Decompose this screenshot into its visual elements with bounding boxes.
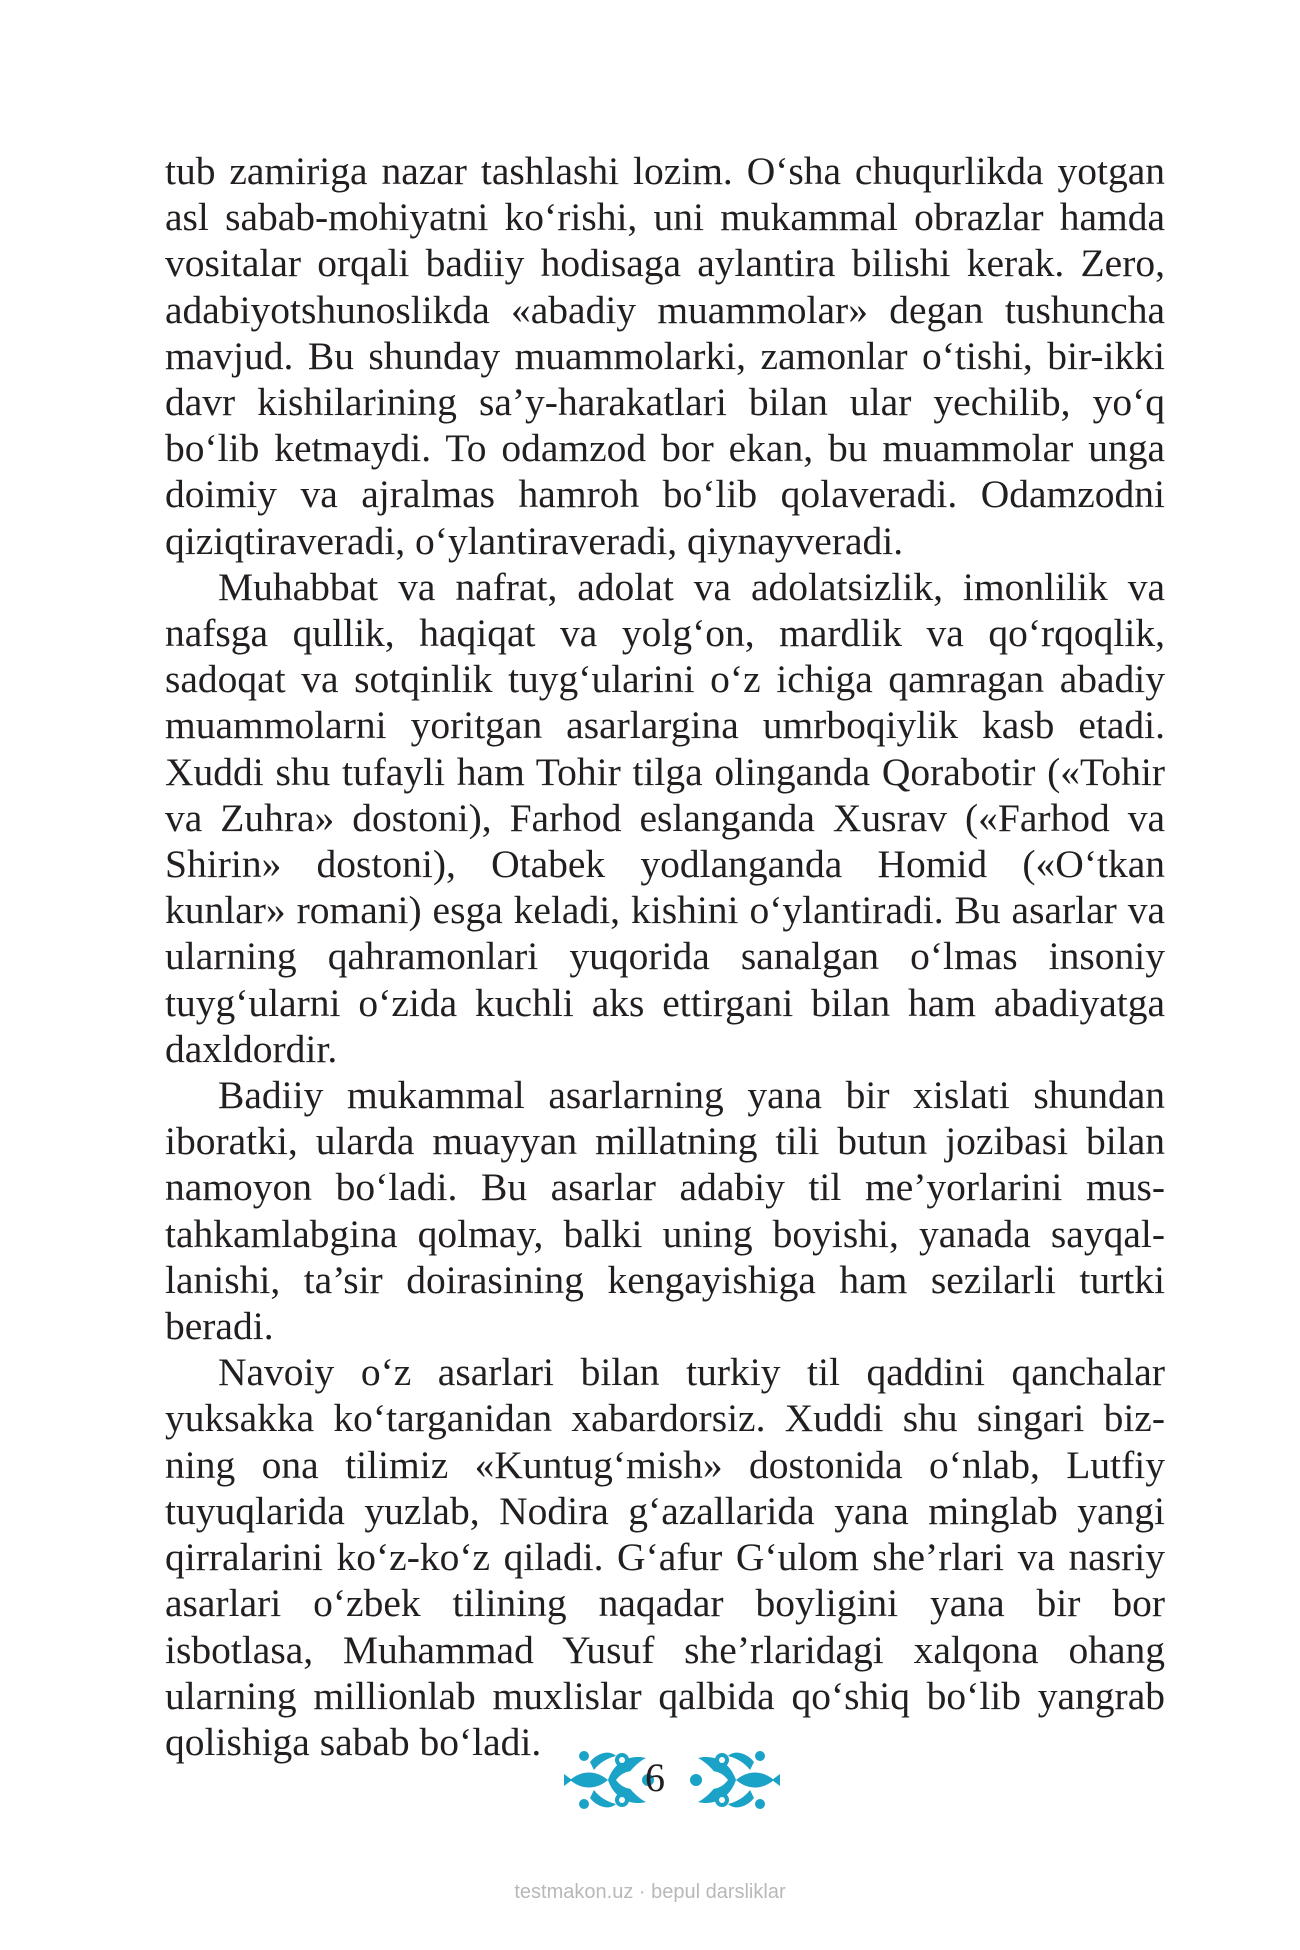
paragraph-2: Muhabbat va nafrat, adolat va adolatsizlik, imonlilik va nafsga qullik, haqiqat va yolg‘on, mardlik va qo‘rqoqlik, sadoqat va sotqinlik tuyg‘ularini o‘z ichiga qamragan abadiy muammolarni yoritgan asarlargina umrboqiylik kasb etadi. Xuddi shu tufayli ham Tohir tilga olinganda Qorabotir («Tohir va Zuhra» dostoni), Farhod eslanganda Xusrav («Farhod va Shirin» dostoni), Otabek yodlanganda Homid («O‘tkan kunlar» romani) esga keladi, kishini o‘ylantiradi. Bu asarlar va ularning qahramonlari yuqorida sanalgan o‘lmas insoniy tuyg‘ularni o‘zida kuchli aks ettirgani bilan ham abadiyatga daxldordir. xyxy=(165,564,1165,1071)
page-footer xyxy=(0,1740,1300,1820)
floral-ornament-icon xyxy=(688,1740,784,1820)
page-number: 6 xyxy=(645,1755,665,1800)
body-text xyxy=(165,148,1165,1765)
paragraph-1: tub zamiriga nazar tashlashi lozim. O‘sha chuqurlikda yotgan asl sabab-mohiyatni ko‘rishi, uni mukammal obrazlar hamda vositalar orqali badiiy hodisaga aylantira bilishi kerak. Zero, adabiyotshunoslikda «abadiy muammolar» degan tushuncha mavjud. Bu shunday muammolarki, zamonlar o‘tishi, bir-ikki davr kishilarining sa’y-harakatlari bilan ular yechilib, yo‘q bo‘lib ketmaydi. To odamzod bor ekan, bu muammolar unga doimiy va ajralmas hamroh bo‘lib qolaveradi. Odamzodni qiziqtiraveradi, o‘ylantiraveradi, qiynayveradi. xyxy=(165,149,1165,563)
watermark: testmakon.uz · bepul darsliklar xyxy=(514,1881,786,1903)
paragraph-3: Badiiy mukammal asarlarning yana bir xislati shundan iboratki, ularda muayyan millatning tili butun jozibasi bilan namoyon bo‘ladi. Bu asarlar adabiy til me’yorlarini mustahkamlabgina qolmay, balki uning boyishi, yanada sayqallanishi, ta’sir doirasining kengayishiga ham sezilarli turtki beradi. xyxy=(165,1073,1165,1349)
paragraph-4: Navoiy o‘z asarlari bilan turkiy til qaddini qanchalar yuksakka ko‘targanidan xabardorsiz. Xuddi shu singari bizning ona tilimiz «Kuntug‘mish» dostonida o‘nlab, Lutfiy tuyuqlarida yuzlab, Nodira g‘azallarida yana minglab yangi qirralarini ko‘z-ko‘z qiladi. G‘afur G‘ulom she’rlari va nasriy asarlari o‘zbek tilining naqadar boyligini yana bir bor isbotlasa, Muhammad Yusuf she’rlaridagi xalqona ohang ularning millionlab muxlislar qalbida qo‘shiq bo‘lib yangrab qolishiga sabab bo‘ladi. xyxy=(165,1350,1165,1764)
